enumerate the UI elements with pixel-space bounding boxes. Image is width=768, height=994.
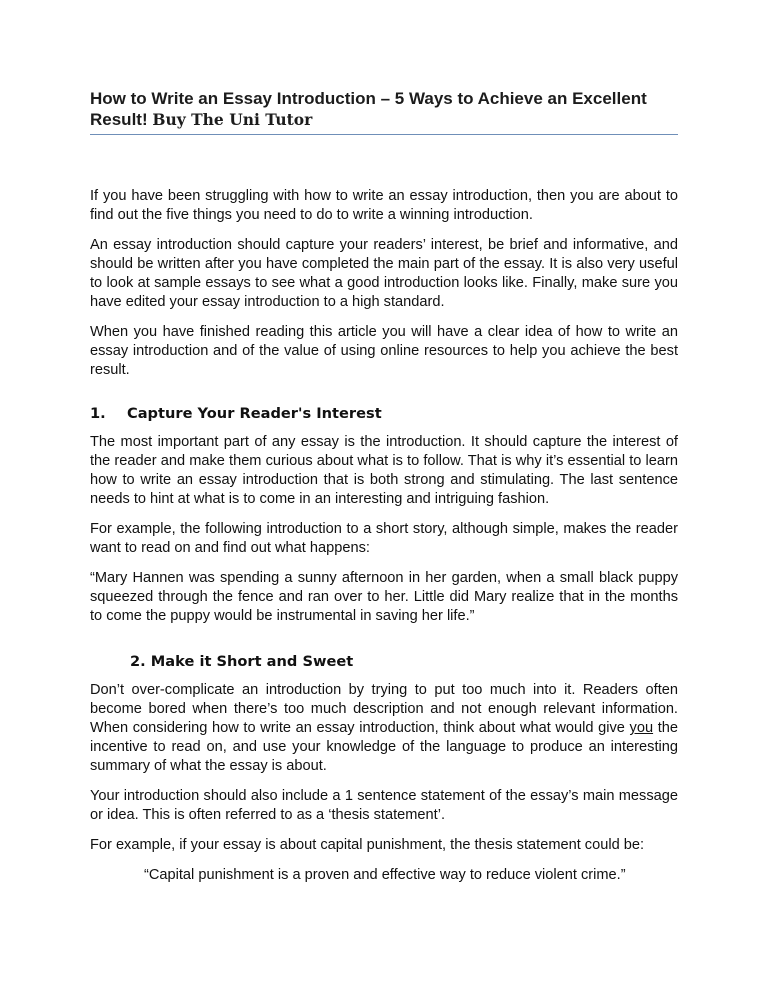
section-2-p1-before: Don’t over-complicate an introduction by trying to put too much into it. Readers often become bored when there’s too much description and not enough relevant information. When considering how to write an essay introduction, think about what would give [90,682,678,736]
thesis-statement-quote: “Capital punishment is a proven and effective way to reduce violent crime.” [144,867,626,883]
section-1-paragraph-1: The most important part of any essay is the introduction. It should capture the interest of the reader and make them curious about what is to follow. That is why it’s essential to learn how to write an essay introduction that is both strong and stimulating. The last sentence needs to hint at what is to come in an interesting and intriguing fashion. [90,434,678,507]
section-1-number: 1. [90,405,106,422]
title-brand: Buy The Uni Tutor [152,110,313,129]
intro-paragraph-1: If you have been struggling with how to write an essay introduction, then you are about to find out the five things you need to do to write a winning introduction. [90,188,678,223]
underlined-word: you [629,720,654,736]
document-page [90,88,678,896]
section-2-p1-after: the incentive to read on, and use your knowledge of the language to produce an interesting summary of what the essay is about. [90,720,678,774]
intro-paragraph-3: When you have finished reading this article you will have a clear idea of how to write an essay introduction and of the value of using online resources to help you achieve the best result. [90,324,678,378]
section-1-title: Capture Your Reader's Interest [127,405,382,422]
title-main: How to Write an Essay Introduction – 5 Ways to Achieve an Excellent Result! [90,89,647,129]
section-2-paragraph-2: Your introduction should also include a 1 sentence statement of the essay’s main message or idea. This is often referred to as a ‘thesis statement’. [90,788,678,823]
document-title [90,88,678,135]
section-2-paragraph-1 [90,681,678,776]
section-2-paragraph-3: For example, if your essay is about capital punishment, the thesis statement could be: [90,837,645,853]
section-2-heading: 2. Make it Short and Sweet [130,653,354,670]
section-1-paragraph-2: For example, the following introduction to a short story, although simple, makes the reader want to read on and find out what happens: [90,521,678,556]
section-1-heading [90,404,678,423]
intro-paragraph-2: An essay introduction should capture your readers’ interest, be brief and informative, and should be written after you have completed the main part of the essay. It is also very useful to look at sample essays to see what a good introduction looks like. Finally, make sure you have edited your essay introduction to a high standard. [90,237,678,310]
section-1-quote: “Mary Hannen was spending a sunny afternoon in her garden, when a small black puppy squeezed through the fence and ran over to her. Little did Mary realize that in the months to come the puppy would be instrumental in saving her life.” [90,570,678,624]
